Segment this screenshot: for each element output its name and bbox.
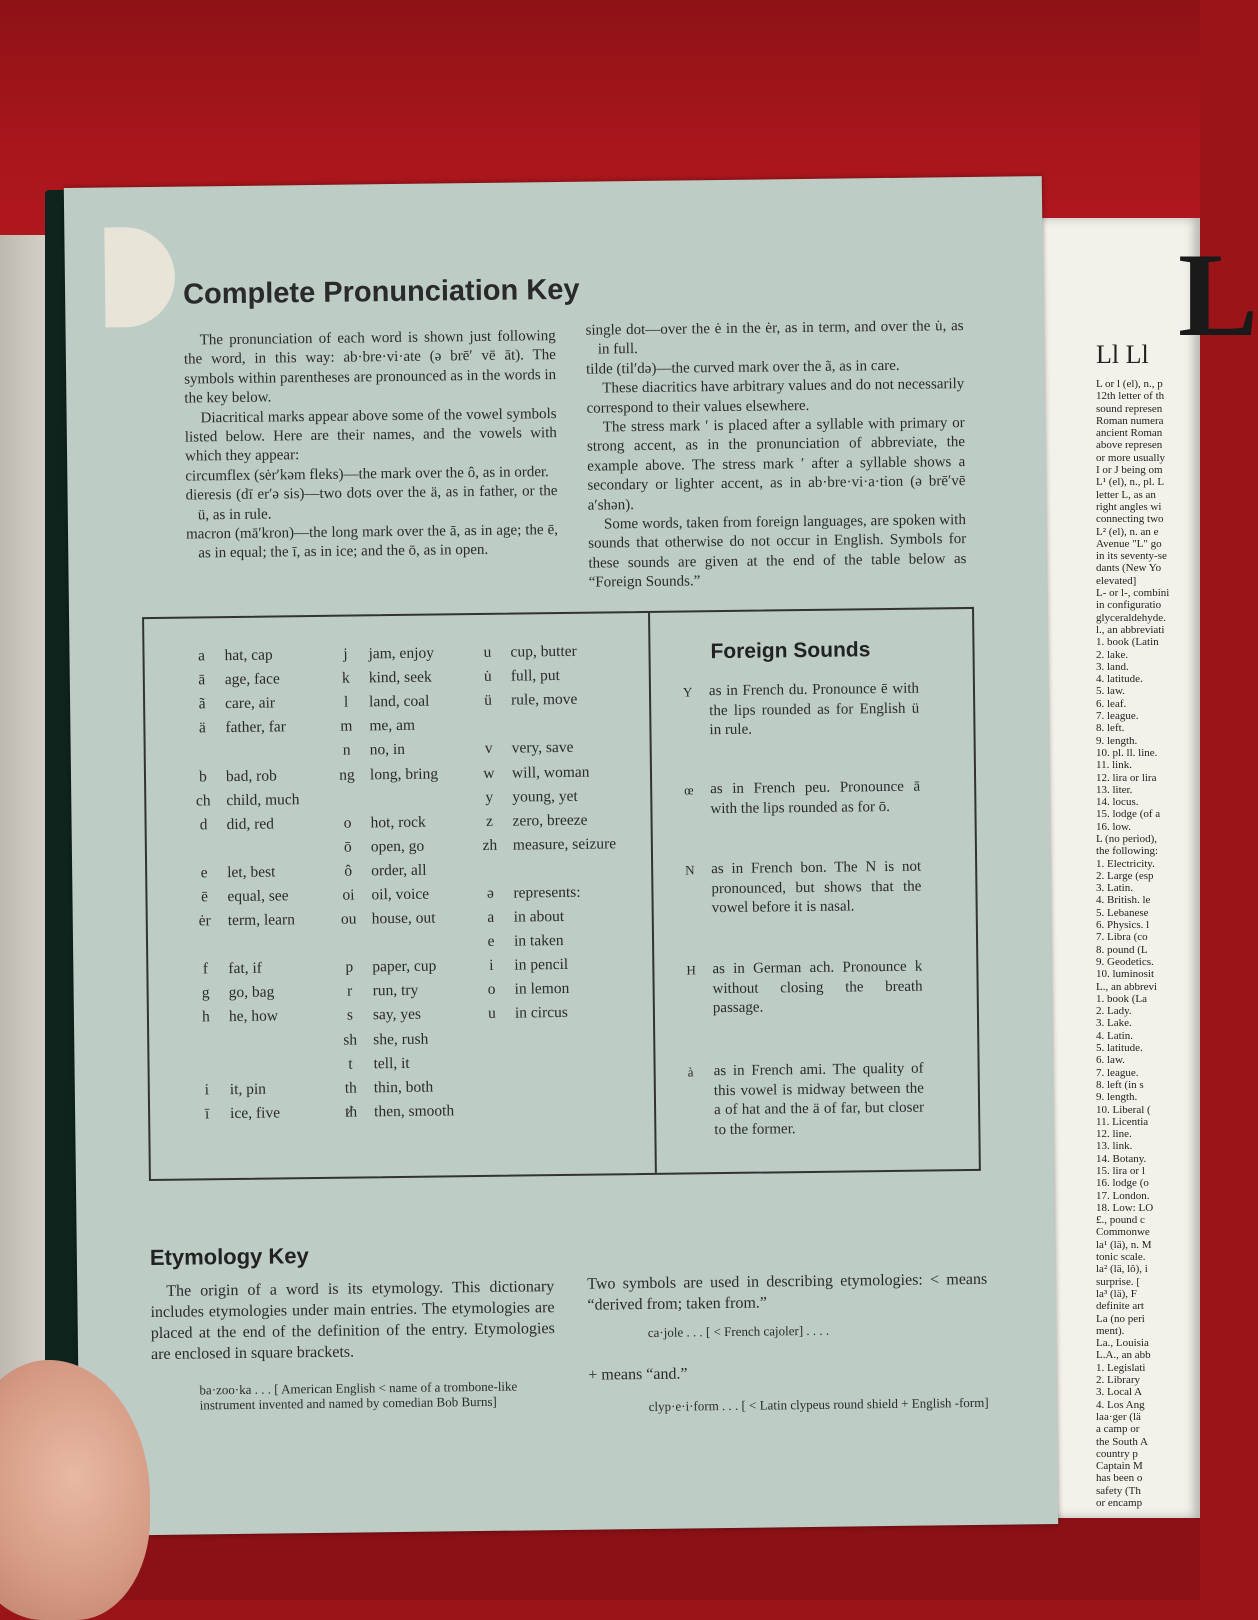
key-row (192, 1101, 303, 1126)
dieresis-definition: dieresis (dī er′ə sis)—two dots over the ä, as in father, or the ü, as in rule. (185, 482, 557, 525)
symbol-column-1 (186, 643, 303, 1126)
key-symbol: b (188, 768, 218, 786)
key-symbol: y (474, 788, 504, 806)
key-symbol: v (474, 740, 504, 758)
key-symbol: g (191, 985, 221, 1003)
key-example-words: in taken (514, 932, 564, 951)
intro-paragraph: These diacritics have arbitrary values and do not necessarily correspond to their values elsewhere. (586, 375, 964, 418)
key-row (474, 760, 616, 786)
key-symbol: u (472, 644, 502, 662)
key-example-words: thin, both (374, 1078, 434, 1097)
key-row (474, 784, 616, 810)
key-example-words: house, out (372, 910, 436, 929)
thumb-index-notch (104, 227, 175, 328)
key-symbol: ā (187, 671, 217, 689)
stress-mark-paragraph: The stress mark ′ is placed after a syllable with primary or strong accent, as in the pronunciation of abbreviate, the example above. The stress mark ′ after a syllable shows a secondary or lighter accent, as in ab·bre·vi·a·tion (ə brē′vē a′shən). (587, 414, 966, 516)
key-row (189, 884, 300, 909)
key-symbol: w (474, 764, 504, 782)
key-row (187, 691, 298, 716)
key-example-words: equal, see (227, 887, 288, 906)
key-row (188, 788, 299, 813)
etymology-left-column (150, 1276, 556, 1413)
macron-definition: macron (mā′kron)—the long mark over the ā, as in age; the ē, as in equal; the ī, as in ice; and the ō, as in open. (186, 521, 558, 564)
key-row (331, 714, 449, 740)
derived-symbol-explanation: Two symbols are used in describing etymologies: < means “derived from; taken from.” (587, 1269, 987, 1316)
key-example-words: hot, rock (370, 813, 425, 832)
key-example-words: no, in (370, 741, 406, 759)
intro-paragraph: Diacritical marks appear above some of the vowel symbols listed below. Here are their names, and the vowels with which they appear: (185, 405, 558, 468)
key-symbol: m (331, 718, 361, 736)
key-row (334, 906, 452, 932)
dictionary-entries: L or l (el), n., p 12th letter of th sound represen Roman numera ancient Roman above represen or more usually I or J being om L¹ (el), n., pl. L letter L, as an right angles wi connecting two L² (el), n. an e Avenue "L" go in its seventy-se dants (New Yo elevated] L- or l-, combini in configuratio glyceraldehyde. l., an abbreviati 1. book (Latin 2. lake. 3. land. 4. latitude. 5. law. 6. leaf. 7. league. 8. left. 9. length. 10. pl. ll. line. 11. link. 12. lira or lira 13. liter. 14. locus. 15. lodge (of a 16. low. L (no period), the following: 1. Electricity. 2. Large (esp 3. Latin. 4. British. le 5. Lebanese 6. Physics. l 7. Libra (co 8. pound (L 9. Geodetics. 10. luminosit L., an abbrevi 1. book (La 2. Lady. 3. Lake. 4. Latin. 5. latitude. 6. law. 7. league. 8. left (in s 9. length. 10. Liberal ( 11. Licentia 12. line. 13. link. 14. Botany. 15. lira or l 16. lodge (o 17. London. 18. Low: LO £., pound c Commonwe la¹ (lä), n. M tonic scale. la² (lä, lô), i surprise. [ la³ (lä), F definite art La (no peri ment). La., Louisia L.A., an abb 1. Legislati 2. Library 3. Local A 4. Los Ang laa·ger (lä a camp or the South A country p Captain M has been o safety (Th or encamp (1096, 378, 1206, 1509)
key-row (334, 955, 452, 981)
key-row (332, 762, 450, 788)
key-symbol: l (331, 694, 361, 712)
key-symbol: h (191, 1009, 221, 1027)
key-symbol: ī (192, 1105, 222, 1123)
key-example-words: go, bag (229, 984, 275, 1003)
key-example-words: oil, voice (371, 886, 429, 905)
etymology-right-column (587, 1269, 989, 1415)
key-symbol: ng (332, 766, 362, 784)
key-symbol: ō (333, 838, 363, 856)
foreign-symbol: N (685, 860, 707, 880)
intro-paragraph: The pronunciation of each word is shown just following the word, in this way: ab·bre·vi·ate (ə brē′ vē āt). The symbols within parentheses are pronounced as in the words in the key below. (184, 327, 557, 409)
table-divider (648, 613, 657, 1173)
key-example-words: fat, if (228, 960, 262, 978)
key-example-words: land, coal (369, 693, 429, 712)
key-symbol: j (330, 645, 360, 663)
key-row (332, 786, 450, 812)
key-example-words: in pencil (514, 956, 568, 975)
key-example-words: young, yet (512, 787, 578, 806)
key-example-words: jam, enjoy (368, 645, 434, 664)
key-example-words: long, bring (370, 765, 438, 784)
key-symbol: s (335, 1007, 365, 1025)
key-symbol: z (474, 812, 504, 830)
key-row (473, 688, 615, 714)
key-symbol: zh (475, 836, 505, 854)
key-example-words: she, rush (373, 1030, 428, 1049)
key-symbol: e (476, 933, 506, 951)
key-example-words: care, air (225, 695, 275, 714)
foreign-description: as in French du. Pronounce ē with the lips rounded as for English ü in rule. (709, 680, 920, 741)
key-row (333, 834, 451, 860)
foreign-sound-item (683, 680, 920, 741)
key-symbol: ô (333, 862, 363, 880)
key-example-words: tell, it (373, 1055, 409, 1073)
foreign-description: as in French bon. The N is not pronounced, but shows that the vowel before it is nasal. (711, 858, 922, 919)
key-row (191, 1005, 302, 1030)
etymology-paragraph: The origin of a word is its etymology. This dictionary includes etymologies under main entries. The etymologies are placed at the end of the definition of the entry. Etymologies are enclosed in square brackets. (150, 1276, 555, 1365)
key-symbol: ä (187, 720, 217, 738)
foreign-description: as in German ach. Pronounce k without closing the breath passage. (712, 958, 923, 1019)
key-row (474, 736, 616, 762)
key-row (331, 665, 449, 691)
key-example-words: me, am (369, 717, 415, 736)
clypeiform-example: clyp·e·i·form . . . [ < Latin clypeus round shield + English -form] (649, 1395, 989, 1414)
key-example-words: represents: (513, 884, 580, 903)
circumflex-definition: circumflex (sėr′kəm fleks)—the mark over the ô, as in order. (185, 463, 557, 487)
key-example-words: in lemon (515, 980, 570, 999)
key-symbol: o (332, 814, 362, 832)
key-symbol: ē (189, 888, 219, 906)
key-row (335, 1051, 453, 1077)
key-row (476, 904, 618, 930)
key-row (190, 932, 301, 957)
key-row (472, 639, 614, 665)
key-row (189, 836, 300, 861)
guide-words: Ll Ll (1096, 340, 1149, 370)
key-symbol: u̇ (473, 668, 503, 686)
key-symbol: k (331, 670, 361, 688)
key-symbol: o (477, 981, 507, 999)
key-row (476, 953, 618, 979)
key-symbol: a (476, 909, 506, 927)
key-symbol: ou (334, 910, 364, 928)
bazooka-example: ba·zoo·ka . . . [ American English < name of a trombone-like instrument invented and named by comedian Bob Burns] (199, 1378, 555, 1412)
key-symbol: i (192, 1081, 222, 1099)
key-symbol: i (476, 957, 506, 975)
key-example-words: will, woman (512, 763, 590, 782)
foreign-sound-item (686, 958, 923, 1019)
intro-right-column (585, 317, 966, 593)
key-row (191, 1053, 302, 1078)
key-row (190, 908, 301, 933)
symbol-column-2 (330, 641, 454, 1124)
key-row (475, 832, 617, 858)
key-example-words: order, all (371, 862, 427, 881)
key-symbol: ch (188, 792, 218, 810)
key-symbol: n (332, 742, 362, 760)
key-row (188, 764, 299, 789)
pronunciation-key-page (64, 176, 1058, 1536)
key-row (191, 980, 302, 1005)
key-example-words: let, best (227, 863, 275, 882)
key-row (474, 808, 616, 834)
key-symbol: d (188, 816, 218, 834)
key-row (332, 738, 450, 764)
key-example-words: full, put (511, 667, 560, 686)
key-row (190, 956, 301, 981)
tilde-definition: tilde (til′də)—the curved mark over the ã, as in care. (586, 356, 964, 380)
key-example-words: it, pin (230, 1080, 266, 1098)
key-symbol: sh (335, 1031, 365, 1049)
key-example-words: paper, cup (372, 958, 436, 977)
etymology-key-title: Etymology Key (150, 1243, 309, 1271)
key-row (187, 667, 298, 692)
key-row (335, 1003, 453, 1029)
key-row (333, 858, 451, 884)
key-row (331, 690, 449, 716)
key-row (186, 643, 297, 668)
key-example-words: in about (514, 908, 565, 927)
cajole-example: ca·jole . . . [ < French cajoler] . . . . (648, 1321, 988, 1340)
key-row (191, 1029, 302, 1054)
key-row (476, 977, 618, 1003)
key-symbol: e (189, 864, 219, 882)
key-row (336, 1075, 454, 1101)
key-symbol: ėr (190, 912, 220, 930)
key-row (336, 1099, 454, 1125)
key-example-words: rule, move (511, 691, 578, 710)
key-row (473, 663, 615, 689)
key-example-words: in circus (515, 1004, 568, 1023)
key-row (333, 882, 451, 908)
key-row (187, 715, 298, 740)
foreign-symbol: à (688, 1062, 710, 1082)
key-symbol: u (477, 1005, 507, 1023)
key-example-words: measure, seizure (513, 835, 616, 854)
key-symbol: t (335, 1055, 365, 1073)
key-example-words: ice, five (230, 1104, 280, 1123)
key-example-words: hat, cap (224, 647, 272, 666)
key-symbol: r (335, 983, 365, 1001)
key-symbol: th (336, 1079, 366, 1097)
key-example-words: zero, breeze (512, 811, 587, 830)
key-row (334, 930, 452, 956)
key-row (189, 860, 300, 885)
key-row (477, 1001, 619, 1027)
foreign-symbol: Y (683, 682, 705, 702)
key-example-words: term, learn (228, 911, 295, 930)
section-letter: L (1178, 226, 1258, 364)
key-row (192, 1077, 303, 1102)
key-row (335, 1027, 453, 1053)
key-example-words: run, try (373, 982, 419, 1001)
key-row (475, 880, 617, 906)
key-row (332, 810, 450, 836)
key-symbol: f (190, 960, 220, 978)
key-symbol: ã (187, 695, 217, 713)
intro-left-column (184, 327, 559, 564)
key-example-words: he, how (229, 1008, 278, 1027)
foreign-sound-item (688, 1060, 925, 1141)
key-symbol: ü (473, 692, 503, 710)
key-example-words: then, smooth (374, 1102, 454, 1121)
key-example-words: very, save (512, 739, 574, 758)
page-title: Complete Pronunciation Key (183, 274, 580, 312)
foreign-words-paragraph: Some words, taken from foreign languages, are spoken with sounds that otherwise do not occur in English. Symbols for these sounds are given at the end of the table below as “Foreign Sounds.” (588, 511, 967, 593)
foreign-description: as in French peu. Pronounce ā with the lips rounded as for ō. (710, 778, 920, 820)
key-symbol: a (186, 647, 216, 665)
key-row (475, 856, 617, 882)
foreign-symbol: H (686, 960, 708, 980)
key-row (330, 641, 448, 667)
pronunciation-table (142, 607, 981, 1181)
key-example-words: kind, seek (369, 669, 432, 688)
key-row (188, 812, 299, 837)
single-dot-definition: single dot—over the ė in the ėr, as in term, and over the u̇, as in full. (585, 317, 963, 360)
foreign-sounds-title: Foreign Sounds (710, 638, 870, 664)
key-example-words: father, far (225, 719, 286, 738)
foreign-symbol: œ (684, 780, 706, 800)
key-example-words: cup, butter (510, 643, 577, 662)
key-example-words: child, much (226, 791, 299, 810)
key-example-words: did, red (226, 815, 274, 834)
key-example-words: say, yes (373, 1006, 421, 1025)
plus-symbol-explanation: + means “and.” (588, 1360, 988, 1386)
foreign-sound-item (685, 858, 922, 919)
symbol-column-3 (472, 639, 618, 1026)
key-symbol: ᵺ (336, 1103, 366, 1121)
key-row (473, 712, 615, 738)
key-row (188, 740, 299, 765)
key-example-words: open, go (371, 837, 425, 856)
foreign-sound-item (684, 778, 920, 820)
key-row (334, 979, 452, 1005)
foreign-description: as in French ami. The quality of this vowel is midway between the a of hat and the ä of far, but closer to the former. (714, 1060, 925, 1141)
key-symbol: p (334, 959, 364, 977)
key-example-words: bad, rob (226, 767, 277, 786)
key-example-words: age, face (225, 671, 280, 690)
key-symbol: ə (475, 885, 505, 903)
key-symbol: oi (333, 886, 363, 904)
key-row (476, 928, 618, 954)
